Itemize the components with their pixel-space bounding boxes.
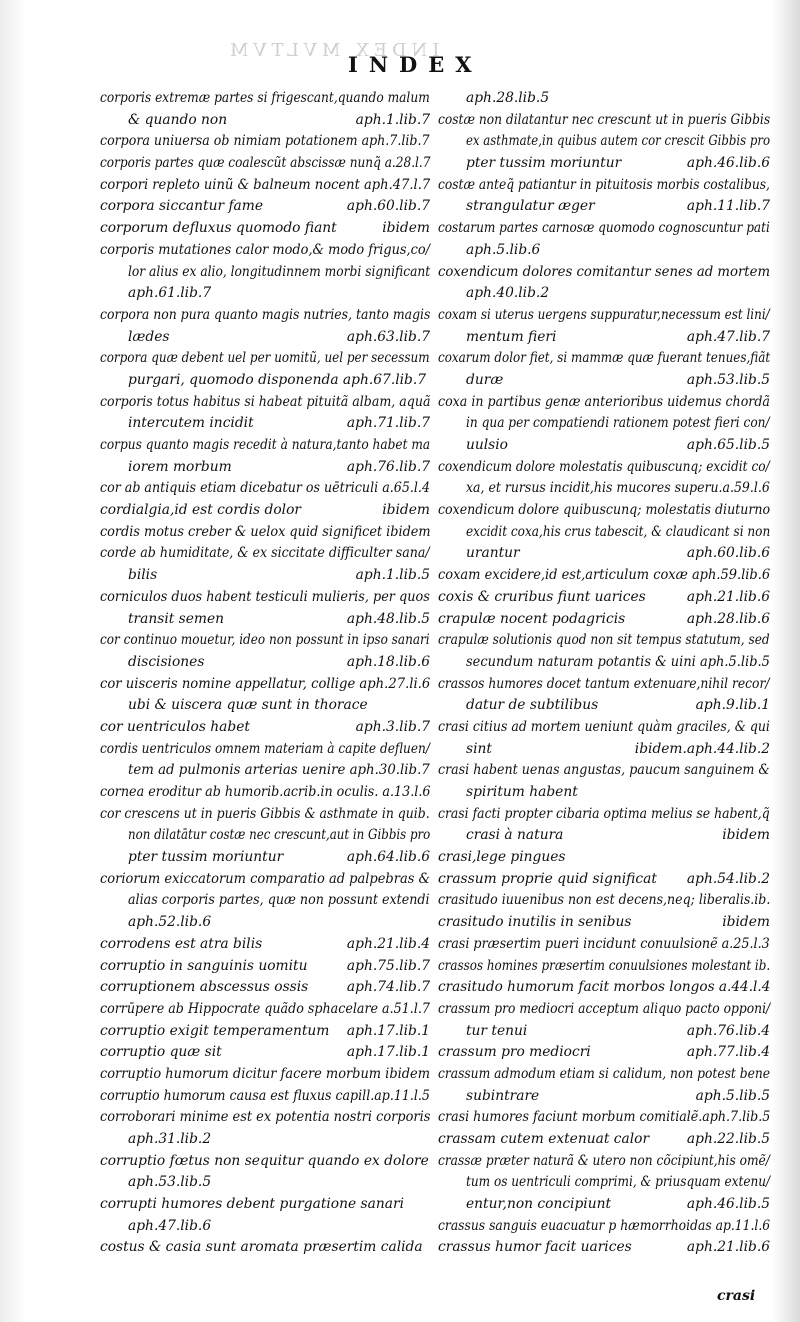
entry-text: corroborari minime est ex potentia nostri corporis (100, 1109, 431, 1126)
index-entry-line (100, 825, 430, 847)
entry-text: non dilatātur costæ nec crescunt,aut in Gibbis pro (128, 827, 431, 844)
entry-text: cor uisceris nomine appellatur, collige aph.27.li.6 (100, 675, 431, 692)
index-entry-line (100, 370, 430, 392)
index-entry-line (100, 1086, 430, 1108)
index-entry-line (100, 847, 430, 869)
entry-reference: aph.28.lib.6 (686, 610, 770, 627)
index-entry-line (438, 196, 770, 218)
entry-reference: aph.17.lib.1 (346, 1022, 430, 1039)
entry-text: crasitudo iuuenibus non est decens,neq; liberalis.ib. (438, 892, 771, 909)
index-entry-line (438, 392, 770, 414)
entry-text: crasi humores faciunt morbum comitialẽ.aph.7.lib.5 (438, 1109, 771, 1126)
entry-text: in qua per compatiendi rationem potest fieri con/ (466, 415, 770, 432)
entry-text: corrodens est atra bilis (100, 935, 263, 952)
entry-text: discisiones (128, 653, 205, 670)
index-entry-line (438, 630, 770, 652)
index-entry-line (438, 1216, 770, 1238)
index-entry-line (438, 175, 770, 197)
entry-text: coxa in partibus genæ anterioribus uidemus chordã (438, 393, 770, 410)
index-entry-line (100, 500, 430, 522)
entry-text: alias corporis partes, quæ non possunt extendi (128, 892, 430, 909)
index-entry-line (100, 478, 430, 500)
entry-text: pter tussim moriuntur (128, 849, 284, 866)
entry-text: aph.52.lib.6 (128, 914, 212, 931)
entry-text: coxendicum dolores comitantur senes ad mortem (438, 263, 771, 280)
entry-reference: aph.11.lib.7 (686, 198, 770, 215)
entry-text: duræ (466, 371, 504, 388)
entry-reference: aph.21.lib.4 (346, 935, 430, 952)
entry-reference: aph.60.lib.6 (686, 545, 770, 562)
entry-text: crasi facti propter cibaria optima melius se habent,q̃ (438, 805, 770, 822)
index-entry-line (100, 283, 430, 305)
index-entry-line (438, 478, 770, 500)
index-entry-line (438, 977, 770, 999)
entry-reference: aph.74.lib.7 (346, 979, 430, 996)
entry-text: crassum admodum etiam si calidum, non potest bene (438, 1065, 771, 1082)
entry-reference: aph.18.lib.6 (346, 653, 430, 670)
entry-reference: aph.46.lib.6 (686, 155, 770, 172)
entry-reference: aph.65.lib.5 (686, 437, 770, 453)
index-entry-line (438, 110, 770, 132)
entry-text: lædes (128, 328, 170, 345)
index-entry-line (438, 348, 770, 370)
entry-text: cor continuo mouetur, ideo non possunt in ipso sanari (100, 632, 430, 649)
index-entry-line (100, 695, 430, 717)
index-entry-line (100, 262, 430, 284)
index-entry-line (100, 977, 430, 999)
index-entry-line (100, 196, 430, 218)
entry-text: costæ non dilatantur nec crescunt ut in pueris Gibbis (438, 111, 771, 128)
index-entry-line (100, 652, 430, 674)
entry-reference: aph.1.lib.7 (355, 111, 430, 128)
index-entry-line (438, 283, 770, 305)
entry-text: tem ad pulmonis arterias uenire aph.30.lib.7 (128, 762, 430, 779)
index-entry-line (100, 1021, 430, 1043)
entry-text: aph.61.lib.7 (128, 285, 212, 302)
entry-text: crassæ præter naturã & utero non cõcipiunt,his omẽ/ (438, 1152, 770, 1169)
entry-text: crasitudo inutilis in senibus (438, 914, 632, 931)
page-title: INDEX (348, 52, 483, 77)
entry-text: ex asthmate,in quibus autem cor crescit Gibbis pro (466, 133, 771, 150)
entry-text: costæ anteq̃ patiantur in pituitosis morbis costalibus, (438, 176, 770, 193)
entry-text: & quando non (128, 111, 228, 128)
entry-text: entur,non concipiunt (466, 1196, 612, 1213)
entry-text: strangulatur æger (466, 198, 595, 215)
entry-text: corruptio humorum dicitur facere morbum ibidem (100, 1065, 430, 1082)
entry-text: crassos humores docet tantum extenuare,nihil recor/ (438, 675, 770, 692)
entry-text: tum os uentriculi comprimi, & priusquam extenu/ (466, 1174, 771, 1191)
entry-text: aph.40.lib.2 (466, 285, 550, 302)
index-entry-line (100, 153, 430, 175)
index-entry-line (100, 630, 430, 652)
entry-text: aph.53.lib.5 (128, 1174, 212, 1191)
entry-text: cor crescens ut in pueris Gibbis & asthmate in quib. (100, 805, 430, 822)
entry-text: corporis mutationes calor modo,& modo frigus,co/ (100, 241, 430, 258)
entry-text: coxam excidere,id est,articulum coxæ aph.59.lib.6 (438, 567, 771, 584)
entry-reference: aph.53.lib.5 (686, 371, 770, 388)
entry-text: ubi & uiscera quæ sunt in thorace (128, 697, 368, 714)
entry-reference: aph.46.lib.5 (686, 1196, 770, 1213)
index-entry-line (438, 240, 770, 262)
entry-text: intercutem incidit (128, 415, 254, 432)
entry-text: uulsio (466, 437, 508, 453)
index-entry-line (100, 218, 430, 240)
entry-text: datur de subtilibus (466, 697, 599, 714)
index-entry-line (100, 1107, 430, 1129)
entry-text: corporis partes quæ coalescũt abscissæ nunq̃ a.28.l.7 (100, 155, 431, 172)
entry-text: crassum pro mediocri (438, 1044, 591, 1061)
entry-reference: ibidem (382, 220, 430, 237)
index-entry-line (100, 522, 430, 544)
index-entry-line (438, 674, 770, 696)
entry-reference: aph.17.lib.1 (346, 1044, 430, 1061)
index-entry-line (100, 890, 430, 912)
entry-text: cordis motus creber & uelox quid significet ibidem (100, 523, 431, 540)
entry-text: crasi præsertim pueri incidunt conuulsionẽ a.25.l.3 (438, 935, 770, 952)
catchword: crasi (717, 1288, 756, 1304)
index-entry-line (438, 934, 770, 956)
index-entry-line (100, 782, 430, 804)
index-entry-line (438, 305, 770, 327)
entry-text: crassam cutem extenuat calor (438, 1131, 650, 1147)
index-entry-line (438, 1042, 770, 1064)
entry-text: xa, et rursus incidit,his mucores superu.a.59.l.6 (466, 480, 770, 497)
entry-text: corruptio exigit temperamentum (100, 1022, 330, 1039)
entry-text: corniculos duos habent testiculi mulieris, per quos (100, 588, 430, 605)
entry-text: costarum partes carnosæ quomodo cognoscuntur pati (438, 220, 770, 237)
index-entry-line (100, 1194, 430, 1216)
entry-text: tur tenui (466, 1022, 528, 1039)
index-entry-line (100, 1237, 430, 1259)
index-entry-line (100, 869, 430, 891)
index-entry-line (100, 88, 430, 110)
entry-text: corruptio fœtus non sequitur quando ex dolore (100, 1152, 429, 1169)
index-entry-line (438, 1237, 770, 1259)
index-entry-line (438, 695, 770, 717)
entry-text: transit semen (128, 610, 225, 627)
entry-reference: aph.60.lib.7 (346, 198, 430, 215)
index-entry-line (100, 739, 430, 761)
index-entry-line (100, 435, 430, 457)
index-entry-line (438, 1107, 770, 1129)
index-entry-line (100, 1042, 430, 1064)
entry-text: corpori repleto uinũ & balneum nocent aph.47.l.7 (100, 176, 431, 193)
entry-text: crassos homines præsertim conuulsiones molestant ib. (438, 957, 771, 974)
entry-reference: aph.76.lib.7 (346, 458, 430, 475)
index-entry-line (100, 110, 430, 132)
entry-text: corde ab humiditate, & ex siccitate difficulter sana/ (100, 545, 430, 562)
index-entry-line (100, 305, 430, 327)
index-entry-line (438, 327, 770, 349)
index-entry-line (438, 825, 770, 847)
right-column (438, 88, 770, 1259)
index-entry-line (100, 1216, 430, 1238)
index-entry-line (438, 435, 770, 457)
entry-text: lor alius ex alio, longitudinnem morbi significant (128, 263, 431, 280)
entry-text: corporum defluxus quomodo fiant (100, 220, 337, 237)
entry-reference: aph.47.lib.7 (686, 328, 770, 345)
index-entry-line (438, 1172, 770, 1194)
entry-text: crapulæ nocent podagricis (438, 610, 626, 627)
entry-text: corpus quanto magis recedit à natura,tanto habet ma (100, 437, 431, 453)
index-entry-line (438, 457, 770, 479)
entry-text: urantur (466, 545, 520, 562)
entry-reference: aph.64.lib.6 (346, 849, 430, 866)
index-entry-line (438, 1194, 770, 1216)
entry-text: corrūpere ab Hippocrate quãdo sphacelare a.51.l.7 (100, 1000, 430, 1017)
index-entry-line (438, 999, 770, 1021)
index-entry-line (438, 1129, 770, 1151)
index-entry-line (438, 1021, 770, 1043)
entry-reference: ibidem (722, 914, 770, 931)
index-entry-line (438, 782, 770, 804)
entry-text: coxarum dolor fiet, si mammæ quæ fuerant tenues,fiãt (438, 350, 771, 367)
entry-reference: aph.3.lib.7 (355, 718, 430, 735)
index-entry-line (438, 609, 770, 631)
entry-reference: aph.75.lib.7 (346, 957, 430, 974)
index-entry-line (438, 131, 770, 153)
index-entry-line (438, 413, 770, 435)
entry-text: coxendicum dolore quibuscunq; molestatis diuturno (438, 502, 771, 519)
index-entry-line (100, 674, 430, 696)
entry-text: corpora quæ debent uel per uomitũ, uel per secessum (100, 350, 430, 367)
entry-text: coriorum exiccatorum comparatio ad palpebras & (100, 870, 431, 887)
entry-reference: aph.21.lib.6 (686, 588, 770, 605)
index-entry-line (438, 847, 770, 869)
index-entry-line (100, 609, 430, 631)
index-entry-line (438, 890, 770, 912)
entry-text: coxendicum dolore molestatis quibuscunq; excidit co/ (438, 458, 770, 475)
entry-text: aph.5.lib.6 (466, 241, 541, 258)
index-entry-line (100, 392, 430, 414)
entry-text: cor ab antiquis etiam dicebatur os uētriculi a.65.l.4 (100, 480, 431, 497)
entry-text: secundum naturam potantis & uini aph.5.lib.5 (466, 653, 770, 670)
entry-text: corrupti humores debent purgatione sanari (100, 1196, 404, 1213)
entry-text: corruptio humorum causa est fluxus capill.ap.11.l.5 (100, 1087, 430, 1104)
entry-text: cornea eroditur ab humorib.acrib.in oculis. a.13.l.6 (100, 784, 431, 800)
index-entry-line (100, 565, 430, 587)
entry-text: corruptio in sanguinis uomitu (100, 957, 308, 974)
entry-reference: aph.5.lib.5 (695, 1087, 770, 1104)
index-entry-line (438, 717, 770, 739)
entry-text: crasi habent uenas angustas, paucum sanguinem & (438, 762, 770, 779)
index-entry-line (438, 88, 770, 110)
index-entry-line (100, 457, 430, 479)
entry-text: spiritum habent (466, 784, 578, 800)
index-entry-line (100, 956, 430, 978)
index-entry-line (100, 999, 430, 1021)
entry-text: corporis extremæ partes si frigescant,quando malum (100, 90, 430, 106)
index-entry-line (438, 956, 770, 978)
entry-text: purgari, quomodo disponenda aph.67.lib.7 (128, 371, 427, 388)
entry-text: cordis uentriculos omnem materiam à capite defluen/ (100, 740, 430, 757)
index-entry-line (438, 218, 770, 240)
index-entry-line (100, 760, 430, 782)
entry-text: crasi à natura (466, 827, 564, 844)
index-entry-line (438, 1086, 770, 1108)
index-entry-line (438, 760, 770, 782)
index-entry-line (100, 327, 430, 349)
entry-text: corpora non pura quanto magis nutries, tanto magis (100, 306, 431, 323)
index-entry-line (100, 131, 430, 153)
entry-text: subintrare (466, 1087, 540, 1104)
entry-reference: aph.21.lib.6 (686, 1239, 770, 1256)
entry-text: corpora siccantur fame (100, 198, 264, 215)
entry-text: crassus humor facit uarices (438, 1239, 632, 1256)
index-entry-line (100, 587, 430, 609)
entry-reference: aph.1.lib.5 (355, 567, 430, 584)
entry-text: corporis totus habitus si habeat pituitã albam, aquã (100, 393, 431, 410)
index-entry-line (100, 175, 430, 197)
index-entry-line (100, 240, 430, 262)
index-entry-line (100, 804, 430, 826)
index-entry-line (100, 1172, 430, 1194)
entry-text: cordialgia,id est cordis dolor (100, 502, 301, 519)
entry-text: iorem morbum (128, 458, 232, 475)
entry-reference: aph.48.lib.5 (346, 610, 430, 627)
index-entry-line (100, 912, 430, 934)
entry-reference: aph.76.lib.4 (686, 1022, 770, 1039)
index-entry-line (100, 934, 430, 956)
entry-reference: ibidem (722, 827, 770, 844)
entry-text: bilis (128, 567, 158, 584)
index-entry-line (438, 565, 770, 587)
entry-text: pter tussim moriuntur (466, 155, 622, 172)
entry-reference: aph.77.lib.4 (686, 1044, 770, 1061)
entry-text: corpora uniuersa ob nimiam potationem aph.7.lib.7 (100, 133, 430, 150)
index-entry-line (100, 413, 430, 435)
entry-reference: aph.22.lib.5 (686, 1131, 770, 1147)
entry-text: costus & casia sunt aromata præsertim calida (100, 1239, 423, 1256)
entry-reference: ibidem (382, 502, 430, 519)
entry-text: aph.28.lib.5 (466, 90, 550, 106)
entry-text: coxam si uterus uergens suppuratur,necessum est lini/ (438, 306, 770, 323)
index-entry-line (438, 739, 770, 761)
index-entry-line (438, 1064, 770, 1086)
entry-reference: ibidem.aph.44.lib.2 (634, 740, 770, 757)
entry-text: crasitudo humorum facit morbos longos a.44.l.4 (438, 979, 771, 996)
entry-text: corruptio quæ sit (100, 1044, 222, 1061)
entry-reference: aph.71.lib.7 (346, 415, 430, 432)
entry-text: mentum fieri (466, 328, 557, 345)
entry-text: crasi citius ad mortem ueniunt quàm graciles, & qui (438, 718, 770, 735)
index-entry-line (438, 522, 770, 544)
index-entry-line (438, 652, 770, 674)
index-entry-line (438, 153, 770, 175)
index-entry-line (100, 543, 430, 565)
index-entry-line (100, 1064, 430, 1086)
index-entry-line (100, 348, 430, 370)
index-entry-line (438, 262, 770, 284)
index-entry-line (438, 500, 770, 522)
entry-text: crasi,lege pingues (438, 849, 566, 866)
left-column (100, 88, 430, 1259)
entry-text: corruptionem abscessus ossis (100, 979, 309, 996)
index-entry-line (100, 717, 430, 739)
entry-reference: aph.54.lib.2 (686, 870, 770, 887)
entry-text: crapulæ solutionis quod non sit tempus statutum, sed (438, 632, 770, 649)
entry-text: coxis & cruribus fiunt uarices (438, 588, 646, 605)
index-entry-line (438, 587, 770, 609)
entry-text: crassum pro mediocri acceptum aliquo pacto opponi/ (438, 1000, 771, 1017)
index-entry-line (438, 912, 770, 934)
entry-text: aph.31.lib.2 (128, 1131, 212, 1147)
entry-reference: aph.63.lib.7 (346, 328, 430, 345)
index-entry-line (438, 543, 770, 565)
entry-text: crassum proprie quid significat (438, 870, 657, 887)
index-entry-line (438, 869, 770, 891)
entry-reference: aph.9.lib.1 (695, 697, 770, 714)
index-entry-line (100, 1151, 430, 1173)
entry-text: sint (466, 740, 492, 757)
index-entry-line (438, 1151, 770, 1173)
index-entry-line (100, 1129, 430, 1151)
entry-text: aph.47.lib.6 (128, 1217, 212, 1234)
entry-text: crassus sanguis euacuatur p hæmorrhoidas ap.11.l.6 (438, 1217, 771, 1234)
index-entry-line (438, 370, 770, 392)
entry-text: cor uentriculos habet (100, 718, 250, 735)
entry-text: excidit coxa,his crus tabescit, & claudicant si non (466, 523, 771, 540)
show-through-text: INDEX MVLTVM (225, 40, 440, 61)
index-entry-line (438, 804, 770, 826)
